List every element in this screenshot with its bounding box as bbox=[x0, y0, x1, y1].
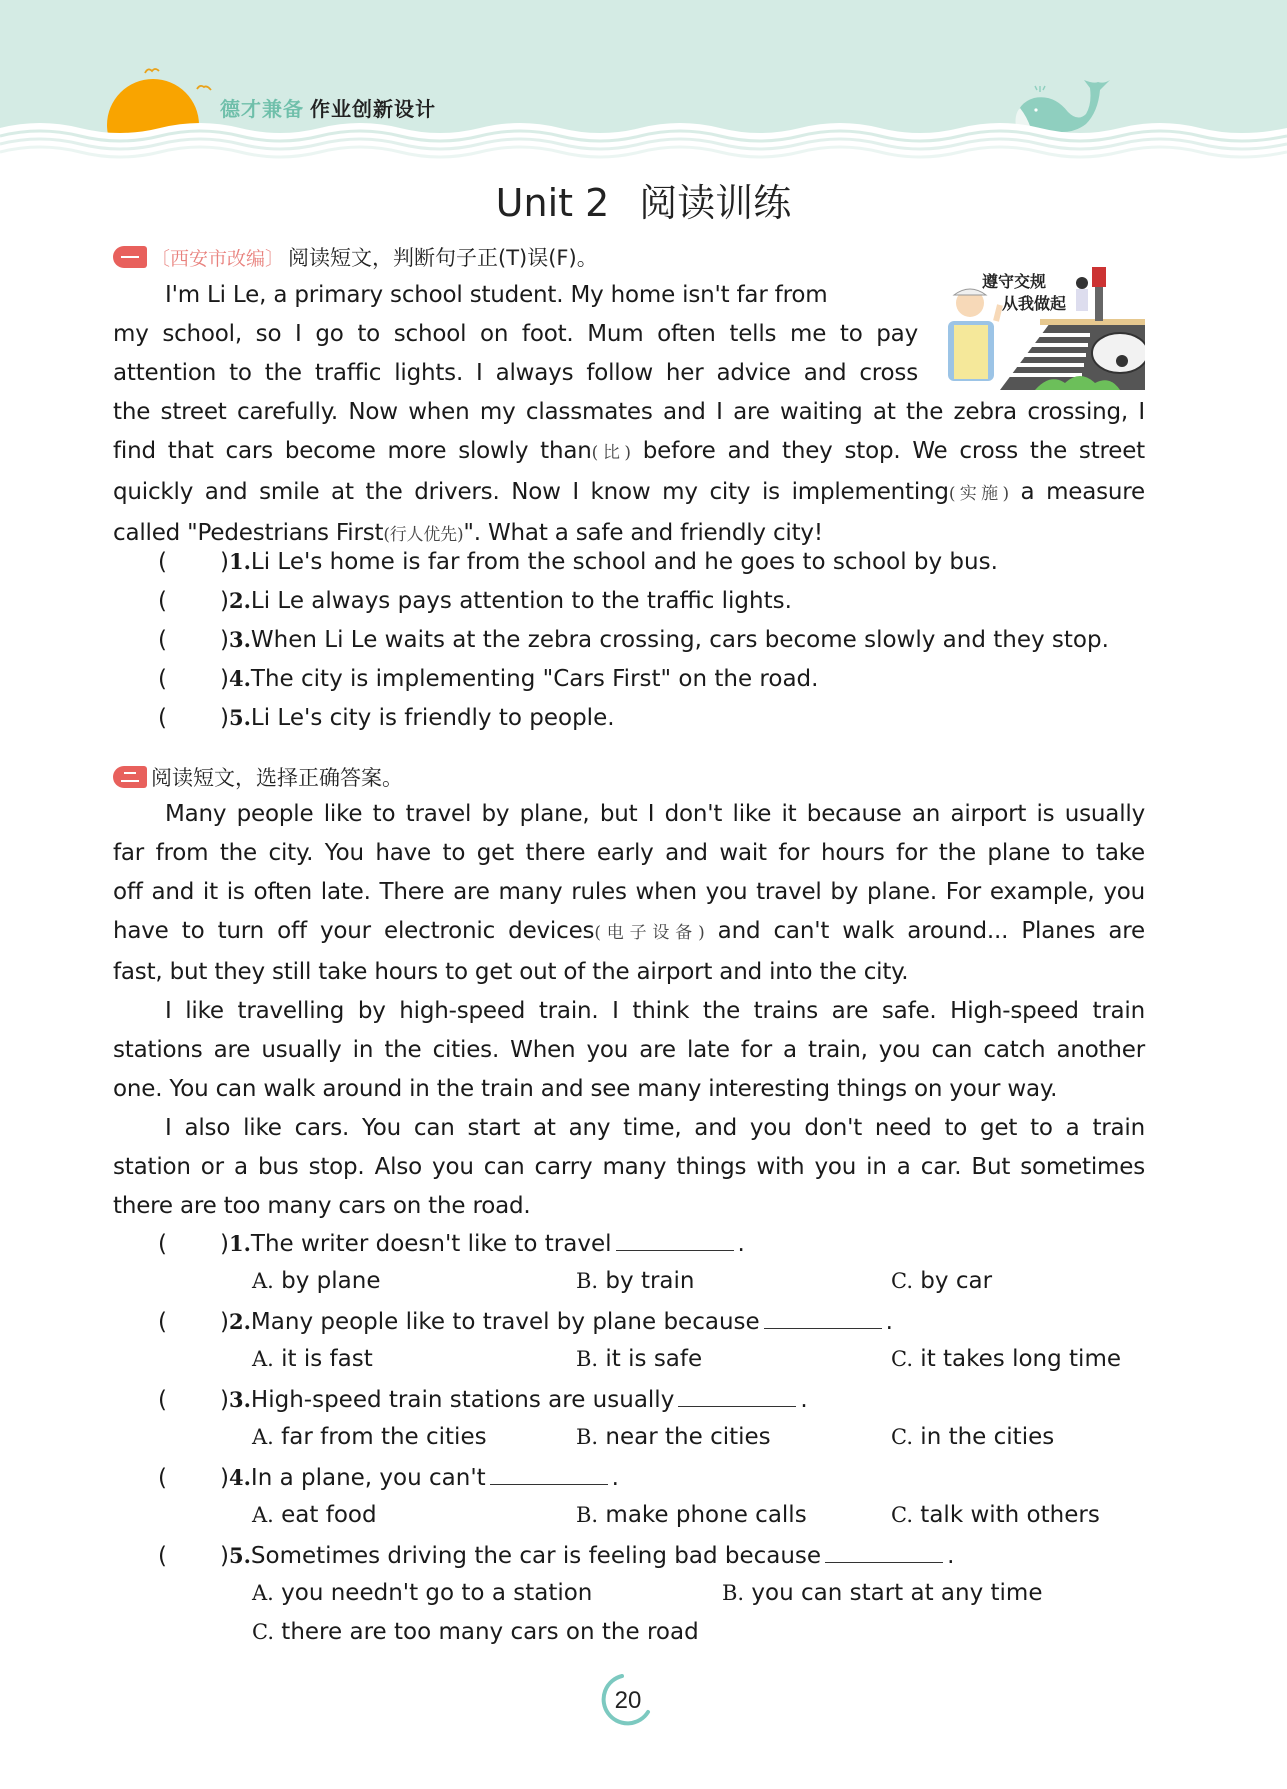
mc-question-1[interactable] bbox=[158, 1229, 745, 1257]
answer-bracket-close: ) bbox=[220, 705, 229, 731]
illustration-caption-2: 从我做起 bbox=[1002, 294, 1067, 313]
answer-blank[interactable] bbox=[616, 1229, 734, 1251]
question-number: 2. bbox=[228, 588, 251, 613]
passage-line: there are too many cars on the road. bbox=[113, 1193, 531, 1219]
illustration-caption-1: 遵守交规 bbox=[982, 272, 1047, 291]
tf-question-2[interactable] bbox=[158, 588, 792, 614]
passage-line: one. You can walk around in the train and see many interesting things on your way. bbox=[113, 1076, 1058, 1102]
option-b[interactable] bbox=[722, 1580, 1042, 1606]
page-number bbox=[598, 1672, 654, 1728]
mc-question-2[interactable] bbox=[158, 1307, 893, 1335]
option-text: there are too many cars on the road bbox=[274, 1619, 699, 1645]
option-a[interactable] bbox=[252, 1424, 487, 1450]
option-c[interactable] bbox=[891, 1502, 1100, 1528]
option-letter: A. bbox=[252, 1581, 274, 1605]
passage-line: off and it is often late. There are many rules when you travel by plane. For example, you bbox=[113, 879, 1145, 905]
option-letter: A. bbox=[252, 1347, 274, 1371]
option-text: talk with others bbox=[913, 1502, 1100, 1528]
option-letter: A. bbox=[252, 1503, 274, 1527]
text-fragment: find that cars become more slowly than bbox=[113, 438, 592, 464]
option-text: by plane bbox=[273, 1268, 381, 1294]
option-letter: A. bbox=[252, 1269, 274, 1293]
section-1-heading bbox=[113, 242, 598, 272]
chinese-gloss: (行人优先) bbox=[383, 525, 464, 545]
option-text: it takes long time bbox=[913, 1346, 1121, 1372]
option-b[interactable] bbox=[576, 1424, 771, 1450]
option-a[interactable] bbox=[252, 1268, 381, 1294]
option-a[interactable] bbox=[252, 1580, 592, 1606]
option-letter: B. bbox=[576, 1347, 599, 1371]
passage-line: I like travelling by high-speed train. I think the trains are safe. High-speed train bbox=[165, 998, 1145, 1024]
passage-line: stations are usually in the cities. When you are late for a train, you can catch another bbox=[113, 1037, 1145, 1063]
text-fragment: have to turn off your electronic devices bbox=[113, 918, 595, 944]
answer-bracket[interactable]: ( bbox=[158, 1387, 167, 1413]
bird-icon bbox=[196, 83, 212, 91]
passage-line bbox=[113, 912, 1145, 953]
option-letter: B. bbox=[576, 1503, 599, 1527]
bird-icon bbox=[144, 66, 160, 74]
option-b[interactable] bbox=[576, 1502, 807, 1528]
answer-bracket-close: ) bbox=[220, 666, 229, 692]
answer-bracket-close: ) bbox=[220, 588, 229, 614]
option-text: by train bbox=[598, 1268, 695, 1294]
section-2-heading bbox=[113, 762, 403, 792]
option-text: make phone calls bbox=[598, 1502, 807, 1528]
passage-line bbox=[113, 432, 1145, 473]
text-fragment: ". What a safe and friendly city! bbox=[463, 520, 823, 546]
option-letter: C. bbox=[891, 1269, 913, 1293]
option-text: eat food bbox=[273, 1502, 377, 1528]
passage-line: my school, so I go to school on foot. Mum often tells me to pay bbox=[113, 321, 918, 347]
option-a[interactable] bbox=[252, 1346, 373, 1372]
tf-question-3[interactable] bbox=[158, 627, 1109, 653]
passage-1-bottom bbox=[113, 393, 1145, 555]
passage-line: the street carefully. Now when my classmates and I are waiting at the zebra crossing, I bbox=[113, 399, 1145, 425]
mc-question-4[interactable] bbox=[158, 1463, 619, 1491]
passage-line: far from the city. You have to get there early and wait for hours for the plane to take bbox=[113, 840, 1145, 866]
option-letter: C. bbox=[891, 1503, 913, 1527]
text-fragment: a measure bbox=[1008, 479, 1145, 505]
mc-question-5[interactable] bbox=[158, 1541, 954, 1569]
question-text: In a plane, you can't bbox=[250, 1465, 486, 1491]
option-b[interactable] bbox=[576, 1346, 702, 1372]
question-text: Many people like to travel by plane because bbox=[250, 1309, 760, 1335]
page-number-label: 20 bbox=[614, 1687, 642, 1714]
section-instruction: 阅读短文，选择正确答案。 bbox=[151, 766, 403, 790]
question-number: 3. bbox=[228, 1387, 251, 1412]
option-text: in the cities bbox=[913, 1424, 1055, 1450]
wave-decoration bbox=[0, 118, 1287, 160]
option-letter: B. bbox=[576, 1425, 599, 1449]
question-text: When Li Le waits at the zebra crossing, cars become slowly and they stop. bbox=[250, 627, 1109, 653]
option-letter: C. bbox=[891, 1425, 913, 1449]
question-end: . bbox=[611, 1465, 619, 1491]
answer-bracket-close: ) bbox=[220, 1387, 229, 1413]
answer-bracket-close: ) bbox=[220, 1465, 229, 1491]
passage-line: I'm Li Le, a primary school student. My home isn't far from bbox=[165, 282, 828, 308]
question-text: Li Le always pays attention to the traffic lights. bbox=[250, 588, 792, 614]
passage-line: I also like cars. You can start at any time, and you don't need to get to a train bbox=[165, 1115, 1145, 1141]
option-letter: B. bbox=[722, 1581, 745, 1605]
question-text: High-speed train stations are usually bbox=[250, 1387, 675, 1413]
text-fragment: called "Pedestrians First bbox=[113, 520, 384, 546]
section-instruction: 阅读短文，判断句子正(T)误(F)。 bbox=[288, 246, 598, 270]
question-text: Li Le's city is friendly to people. bbox=[250, 705, 615, 731]
question-text: Li Le's home is far from the school and he goes to school by bus. bbox=[250, 549, 998, 575]
question-number: 2. bbox=[228, 1309, 251, 1334]
answer-bracket-close: ) bbox=[220, 1543, 229, 1569]
brand-subtitle: 作业创新设计 bbox=[310, 97, 436, 121]
unit-topic: 阅读训练 bbox=[639, 181, 792, 225]
question-end: . bbox=[947, 1543, 955, 1569]
answer-bracket[interactable]: ( bbox=[158, 705, 167, 731]
answer-blank[interactable] bbox=[764, 1307, 882, 1329]
question-number: 1. bbox=[228, 549, 251, 574]
question-text: Sometimes driving the car is feeling bad because bbox=[250, 1543, 822, 1569]
answer-bracket-close: ) bbox=[220, 627, 229, 653]
option-text: it is safe bbox=[598, 1346, 703, 1372]
answer-bracket-close: ) bbox=[220, 1309, 229, 1335]
option-c[interactable] bbox=[891, 1346, 1121, 1372]
page-title bbox=[0, 172, 1287, 227]
option-text: you can start at any time bbox=[744, 1580, 1043, 1606]
option-letter: C. bbox=[891, 1347, 913, 1371]
answer-bracket[interactable]: ( bbox=[158, 1231, 167, 1257]
answer-bracket[interactable]: ( bbox=[158, 549, 167, 575]
question-text: The writer doesn't like to travel bbox=[250, 1231, 612, 1257]
question-number: 4. bbox=[228, 1465, 251, 1490]
passage-line: attention to the traffic lights. I always follow her advice and cross bbox=[113, 360, 918, 386]
option-text: near the cities bbox=[598, 1424, 771, 1450]
option-letter: C. bbox=[252, 1620, 274, 1644]
option-c[interactable] bbox=[252, 1619, 699, 1645]
chinese-gloss: (比) bbox=[591, 443, 631, 463]
chinese-gloss: (电子设备) bbox=[594, 923, 705, 943]
section-marker-two-icon bbox=[113, 766, 147, 788]
question-end: . bbox=[737, 1231, 745, 1257]
option-letter: A. bbox=[252, 1425, 274, 1449]
question-end: . bbox=[885, 1309, 893, 1335]
answer-bracket-close: ) bbox=[220, 549, 229, 575]
answer-bracket[interactable]: ( bbox=[158, 1465, 167, 1491]
option-text: it is fast bbox=[273, 1346, 373, 1372]
passage-1-top bbox=[113, 276, 918, 393]
tf-question-1[interactable] bbox=[158, 549, 998, 575]
question-end: . bbox=[800, 1387, 808, 1413]
question-number: 5. bbox=[228, 1543, 251, 1568]
passage-2 bbox=[113, 795, 1145, 1226]
chinese-gloss: (实施) bbox=[948, 484, 1009, 504]
source-tag: 〔西安市改编〕 bbox=[151, 247, 285, 270]
answer-bracket[interactable]: ( bbox=[158, 666, 167, 692]
answer-bracket-close: ) bbox=[220, 1231, 229, 1257]
option-b[interactable] bbox=[576, 1268, 694, 1294]
answer-bracket[interactable]: ( bbox=[158, 1543, 167, 1569]
unit-label: Unit 2 bbox=[495, 181, 610, 225]
option-text: by car bbox=[913, 1268, 993, 1294]
answer-blank[interactable] bbox=[678, 1385, 796, 1407]
header-banner bbox=[0, 0, 1287, 160]
answer-bracket[interactable]: ( bbox=[158, 588, 167, 614]
tf-question-5[interactable] bbox=[158, 705, 615, 731]
section-marker-one-icon bbox=[113, 246, 147, 268]
option-c[interactable] bbox=[891, 1268, 992, 1294]
tf-question-4[interactable] bbox=[158, 666, 818, 692]
option-text: you needn't go to a station bbox=[273, 1580, 593, 1606]
text-fragment: before and they stop. We cross the street bbox=[630, 438, 1145, 464]
passage-line bbox=[113, 473, 1145, 514]
option-a[interactable] bbox=[252, 1502, 377, 1528]
option-letter: B. bbox=[576, 1269, 599, 1293]
answer-bracket[interactable]: ( bbox=[158, 1309, 167, 1335]
question-number: 4. bbox=[228, 666, 251, 691]
passage-line: station or a bus stop. Also you can carry many things with you in a car. But sometimes bbox=[113, 1154, 1145, 1180]
traffic-safety-illustration bbox=[940, 265, 1145, 390]
passage-line: Many people like to travel by plane, but I don't like it because an airport is usually bbox=[165, 801, 1145, 827]
option-text: far from the cities bbox=[273, 1424, 487, 1450]
answer-blank[interactable] bbox=[490, 1463, 608, 1485]
mc-question-3[interactable] bbox=[158, 1385, 808, 1413]
brand-series-name: 德才兼备 bbox=[220, 97, 304, 121]
text-fragment: and can't walk around... Planes are bbox=[704, 918, 1145, 944]
answer-blank[interactable] bbox=[825, 1541, 943, 1563]
passage-line: fast, but they still take hours to get out of the airport and into the city. bbox=[113, 959, 909, 985]
question-number: 3. bbox=[228, 627, 251, 652]
text-fragment: quickly and smile at the drivers. Now I know my city is implementing bbox=[113, 479, 949, 505]
question-number: 1. bbox=[228, 1231, 251, 1256]
question-text: The city is implementing "Cars First" on the road. bbox=[250, 666, 819, 692]
answer-bracket[interactable]: ( bbox=[158, 627, 167, 653]
question-number: 5. bbox=[228, 705, 251, 730]
option-c[interactable] bbox=[891, 1424, 1054, 1450]
